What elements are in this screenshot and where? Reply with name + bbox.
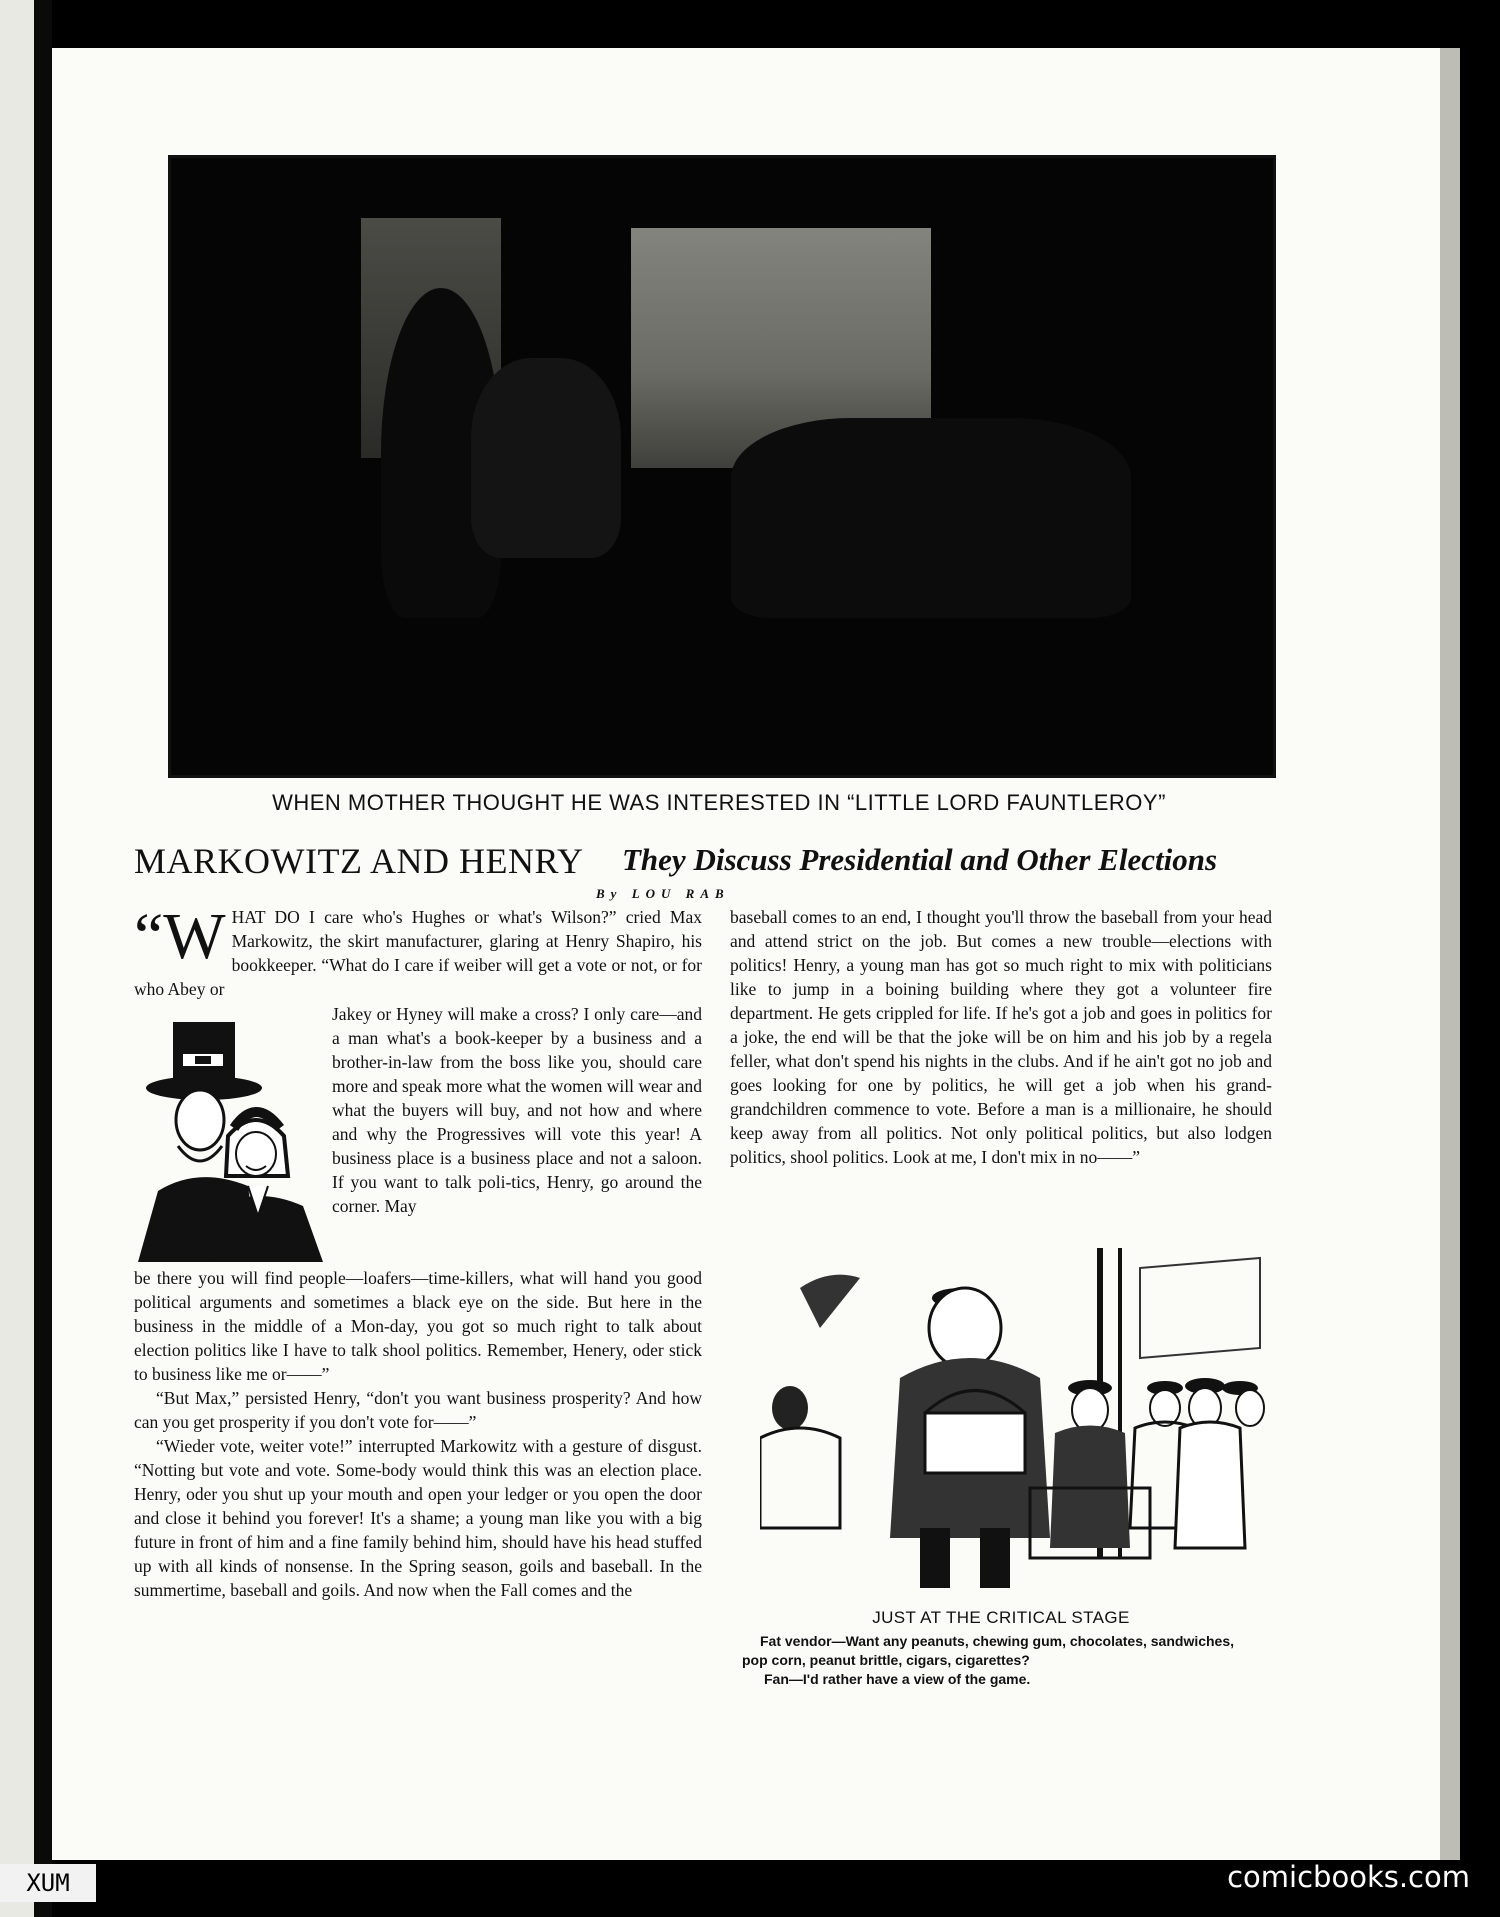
column-1-top xyxy=(134,900,702,1001)
page-edge xyxy=(1440,48,1460,1860)
paragraph: “Wieder vote, weiter vote!” interrupted Markowitz with a gesture of disgust. “Notting but vote and vote. Some-body would think this was an election place. Henry, oder you shut up your mouth and open your ledger or you open the door and close it behind you forever! It's a shame; a young man like you with a big future in front of him and a fine family behind him, should have his head stuffed up with all kinds of nonsense. In the Spring season, goils and baseball. In the summertime, baseball and goils. And now when the Fall comes and the xyxy=(134,1436,702,1600)
paragraph: Jakey or Hyney will make a cross? I only care—and a man what's a book-keeper by a business and a brother-in-law from the boss like you, should care more and speak more what the women will wear and what the buyers will buy, and not how and where and why the Progressives will vote this year! A business place is a business place and not a saloon. If you want to talk poli-tics, Henry, go around the corner. May xyxy=(332,1004,702,1216)
dialogue-line: Fan—I'd rather have a view of the game. xyxy=(764,1671,1031,1687)
column-1-wrap xyxy=(332,1002,702,1218)
cartoon-caption: JUST AT THE CRITICAL STAGE xyxy=(872,1608,1130,1627)
dialogue-line: pop corn, peanut brittle, cigars, cigarettes? xyxy=(742,1652,1030,1668)
paragraph: be there you will find people—loafers—time-killers, what will hand you good political arguments and sometimes a black eye on the side. But here in the business in the middle of a Mon-day, you got so much right to talk about election politics like I have to talk shool politics. Remember, Henery, oder stick to business like me or——” xyxy=(134,1268,702,1384)
page-gutter xyxy=(34,0,52,1917)
photo-caption: WHEN MOTHER THOUGHT HE WAS INTERESTED IN “LITTLE LORD FAUNTLEROY” xyxy=(272,790,1166,815)
site-watermark: comicbooks.com xyxy=(1227,1860,1470,1894)
photograph xyxy=(168,155,1276,778)
cartoon-dialogue xyxy=(742,1632,1282,1689)
article-subtitle: They Discuss Presidential and Other Elections xyxy=(622,842,1218,877)
article-title: MARKOWITZ AND HENRY xyxy=(134,841,584,881)
sofa-silhouette xyxy=(731,418,1131,618)
scan-tag: XUM xyxy=(0,1864,96,1902)
pilgrim-couple-illustration xyxy=(138,1016,328,1262)
paragraph: baseball comes to an end, I thought you'll throw the baseball from your head and attend strict on the job. But comes a new trouble—elections with politics! Henry, a young man has got so much right to mix with politicians like to jump in a boining building where they got a volunteer fire department. He gets crippled for life. If he's got a job and goes in politics for a joke, the end will be that the joke will be on him and his job by a regela feller, what don't spend his nights in the clubs. And if he ain't got no job and goes looking for one by politics, he will get a job when his grand-grandchildren commence to vote. Before a man is a millionaire, he should keep away from all politics. Not only political politics, but also lodgen politics, shool politics. Look at me, I don't mix in no——” xyxy=(730,907,1272,1167)
paragraph: “But Max,” persisted Henry, “don't you want business prosperity? And how can you get prosperity if you don't vote for——” xyxy=(134,1388,702,1432)
book-spine xyxy=(0,0,34,1917)
paragraph: HAT DO I care who's Hughes or what's Wilson?” cried Max Markowitz, the skirt manufacturer, glaring at Henry Shapiro, his bookkeeper. “What do I care if weiber will get a vote or not, or for who Abey or xyxy=(134,907,702,999)
byline: By LOU RAB xyxy=(596,886,730,901)
column-2 xyxy=(730,905,1272,1169)
child-silhouette xyxy=(471,358,621,558)
baseball-cartoon xyxy=(760,1228,1276,1614)
column-1-bottom xyxy=(134,1266,702,1602)
drop-cap: “W xyxy=(134,900,226,973)
dialogue-line: Fat vendor—Want any peanuts, chewing gum, chocolates, sandwiches, xyxy=(760,1633,1235,1649)
